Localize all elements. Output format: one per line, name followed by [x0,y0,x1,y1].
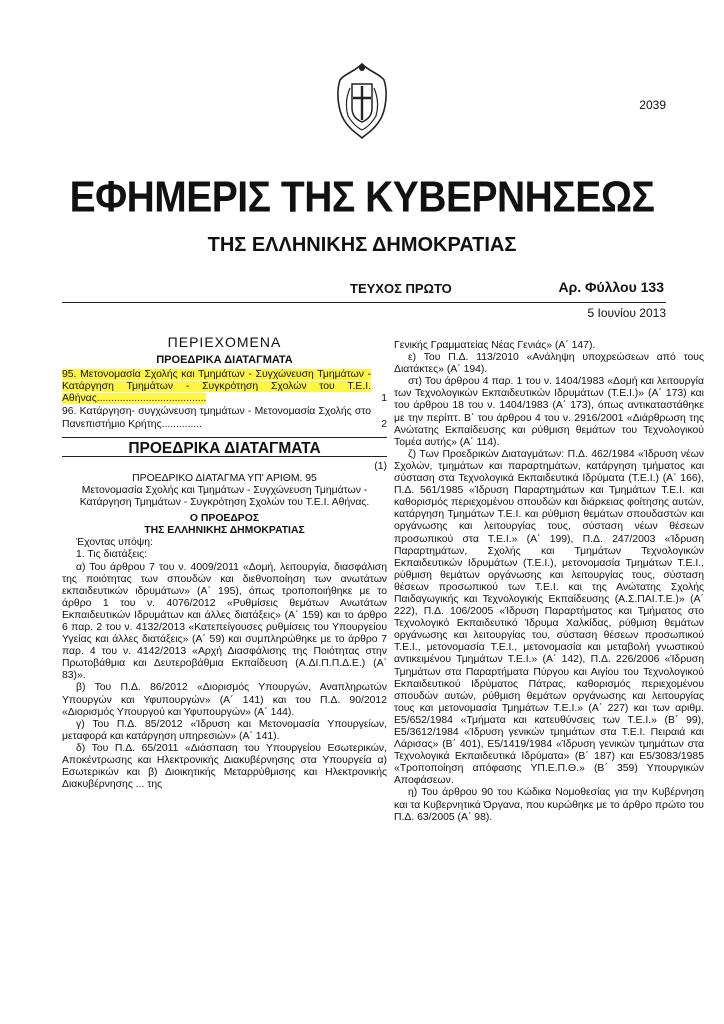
page-number: 2039 [639,98,666,112]
paragraph: ζ) Των Προεδρικών Διαταγμάτων: Π.Δ. 462/1984 «Ίδρυση νέων Σχολών, τμημάτων και παραρτημάτων, κατάργηση τμήματος και σύσταση στα Τεχνολογικά Εκπαιδευτικά Ιδρύματα (Τ.Ε.Ι.) (Α΄ 166), Π.Δ. 561/1985 «Ίδρυση Παραρτημάτων και Τμημάτων Τ.Ε.Ι. και καθορισμός περιεχομένου σπουδών και διάρκειας φοίτησης αυτών, κατάργηση Τμημάτων Τ.Ε.Ι. και ρύθμιση θεμάτων σπουδαστών και οργάνωσης και λειτουργίας τους, σύσταση νέων θέσεων προσωπικού στα Τ.Ε.Ι.» (Α΄ 199), Π.Δ. 247/2003 «Ίδρυση Παραρτημάτων, Σχολής και Τμημάτων Τεχνολογικών Εκπαιδευτικών Ιδρυμάτων (Τ.Ε.Ι.), μετονομασία Τμημάτων Τ.Ε.Ι., ρύθμιση θεμάτων οργάνωσης και λειτουργίας τους, σύσταση θέσεων προσωπικού των Τ.Ε.Ι. και της Ανώτατης Σχολής Παιδαγωγικής και Τεχνολογικής Εκπαίδευσης (Α.Σ.ΠΑΙ.Τ.Ε.)» (Α΄ 222), Π.Δ. 106/2005 «Ίδρυση Παραρτήματος και Τμήματος στο Τεχνολογικό Εκπαιδευτικό Ίδρυμα Χαλκίδας, ρύθμιση θεμάτων οργάνωσης και λειτουργίας του, σύσταση θέσεων προσωπικού Τ.Ε.Ι., μετονομασία Τ.Ε.Ι., μετονομασία και μεταβολή γνωστικού αντικειμένου Τμημάτων Τ.Ε.Ι.» (Α΄ 142), Π.Δ. 226/2006 «Ίδρυση Τμημάτων στα Παραρτήματα Πύργου και Αιγίου του Τεχνολογικού Εκπαιδευτικού Ιδρύματος Πάτρας, καθορισμός περιεχομένου σπουδών αυτών, ρύθμιση θεμάτων οργάνωσης και λειτουργίας τους και μετονομασία Τμημάτων Τ.Ε.Ι.» (Α΄ 227) και των αριθμ. Ε5/652/1984 «Τμήματα και κατευθύνσεις των Τ.Ε.Ι.» (Β΄ 99), Ε5/3612/1984 «Ίδρυση γενικών τμημάτων στα Τ.Ε.Ι. Πειραιά και Λάρισας» (Β΄ 401), Ε5/1419/1984 «Ίδρυση γενικών τμημάτων στα Τεχνολογικά Εκπαιδευτικά Ιδρύματα» (Β΄ 187) και Ε5/3083/1985 «Τροποποίηση απόφασης ΥΠ.Ε.Π.Θ.» (Β΄ 359) Υπουργικών Αποφάσεων. [394,448,704,787]
masthead-title: ΕΦΗΜΕΡΙΣ ΤΗΣ ΚΥΒΕΡΝΗΣΕΩΣ [69,173,655,222]
provisions-line: 1. Τις διατάξεις: [76,549,148,561]
toc-item-text: 96. Κατάργηση- συγχώνευση τμημάτων - Μετονομασία Σχολής στο Πανεπιστήμιο Κρήτης.............. [62,406,371,430]
toc-item-text: 95. Μετονομασία Σχολής και Τμημάτων - Συγχώνευση Τμημάτων - Κατάργηση Τμημάτων - Συγκρότηση Σχολών του Τ.Ε.Ι. Αθήνας...................................... [62,369,371,405]
president-line-1: Ο ΠΡΟΕΔΡΟΣ [189,513,260,525]
toc-item-page: 1 [381,393,387,405]
coat-of-arms-icon [330,58,394,142]
president-line-2: ΤΗΣ ΕΛΛΗΝΙΚΗΣ ΔΗΜΟΚΡΑΤΙΑΣ [144,525,305,537]
paragraph: β) Του Π.Δ. 86/2012 «Διορισμός Υπουργών, Αναπληρωτών Υπουργών και Υφυπουργών» (Α΄ 141) και του Π.Δ. 90/2012 «Διορισμός Υπουργού και Υφυπουργών» (Α΄ 144). [62,682,387,718]
left-column [62,336,387,791]
toc-item-page: 2 [381,418,387,430]
sheet-number: Αρ. Φύλλου 133 [558,279,664,295]
issue-date: 5 Ιουνίου 2013 [587,306,666,320]
section-heading: ΠΡΟΕΔΡΙΚΑ ΔΙΑΤΑΓΜΑΤΑ [62,437,387,455]
paragraph: γ) Του Π.Δ. 85/2012 «Ίδρυση και Μετονομασία Υπουργείων, μεταφορά και κατάργηση υπηρεσιών» (Α΄ 141). [62,718,387,742]
paragraph: δ) Του Π.Δ. 65/2011 «Διάσπαση του Υπουργείου Εσωτερικών, Αποκέντρωσης και Ηλεκτρονικής Διακυβέρνησης στα Υπουργεία α) Εσωτερικών και β) Διοικητικής Μεταρρύθμισης και Ηλεκτρονικής Διακυβέρνησης ... της [62,742,387,791]
contents-heading: ΠΕΡΙΕΧΟΜΕΝΑ [167,334,282,350]
contents-subheading: ΠΡΟΕΔΡΙΚΑ ΔΙΑΤΑΓΜΑΤΑ [156,354,293,367]
having-line: Έχοντας υπόψη: [76,537,153,549]
toc-item[interactable] [62,406,387,430]
decree-subject: Μετονομασία Σχολής και Τμημάτων - Συγχώνευση Τμημάτων - Κατάργηση Τμημάτων - Συγκρότηση Σχολών του Τ.Ε.Ι. Αθήνας. [79,484,370,509]
issue-label: ΤΕΥΧΟΣ ΠΡΩΤΟ [350,281,452,296]
decree-number-ref: (1) [374,460,387,472]
paragraph: α) Του άρθρου 7 του ν. 4009/2011 «Δομή, λειτουργία, διασφάλιση της ποιότητας των σπουδών και διεθνοποίηση των ανωτάτων εκπαιδευτικών ιδρυμάτων» (Α΄ 195), όπως τροποποιήθηκε με το άρθρο 1 του ν. 4076/2012 «Ρυθμίσεις θεμάτων Ανωτάτων Εκπαιδευτικών Ιδρυμάτων και άλλες διατάξεις» (Α΄ 159) και το άρθρο 6 παρ. 2 του ν. 4132/2013 «Κατεπείγουσες ρυθμίσεις του Υπουργείου Υγείας και άλλες διατάξεις» (Α΄ 59) και συμπληρώθηκε με το άρθρο 7 παρ. 4 του ν. 4142/2013 «Αρχή Διασφάλισης της Ποιότητας στην Πρωτοβάθμια και Δευτεροβάθμια Εκπαίδευση (Α.ΔΙ.Π.Π.Δ.Ε.) (Α΄ 83)». [62,561,387,682]
paragraph: ε) Του Π.Δ. 113/2010 «Ανάληψη υποχρεώσεων από τους Διατάκτες» (Α΄ 194). [394,352,704,376]
paragraph: η) Του άρθρου 90 του Κώδικα Νομοθεσίας για την Κυβέρνηση και τα Κυβερνητικά Όργανα, που κυρώθηκε με το άρθρο πρώτο του Π.Δ. 63/2005 (Α΄ 98). [394,787,704,823]
masthead-subtitle: ΤΗΣ ΕΛΛΗΝΙΚΗΣ ΔΗΜΟΚΡΑΤΙΑΣ [207,234,517,256]
right-column [394,340,704,824]
toc-item[interactable] [62,369,387,405]
paragraph: Γενικής Γραμματείας Νέας Γενιάς» (Α΄ 147). [394,340,596,351]
header-divider [62,302,666,303]
paragraph: στ) Του άρθρου 4 παρ. 1 του ν. 1404/1983 «Δομή και λειτουργία των Τεχνολογικών Εκπαιδευτικών Ιδρυμάτων (Τ.Ε.Ι.)» (Α΄ 173) και του άρθρου 18 του ν. 1404/1983 (Α΄ 173), όπως αντικαταστάθηκε με την περίπτ. Β΄ του άρθρου 4 του ν. 2916/2001 «Διάρθρωση της Ανώτατης Εκπαίδευσης και ρύθμιση θεμάτων του Τεχνολογικού Τομέα αυτής» (Α΄ 114). [394,376,704,448]
decree-title: ΠΡΟΕΔΡΙΚΟ ΔΙΑΤΑΓΜΑ ΥΠ' ΑΡΙΘΜ. 95 [132,472,317,484]
